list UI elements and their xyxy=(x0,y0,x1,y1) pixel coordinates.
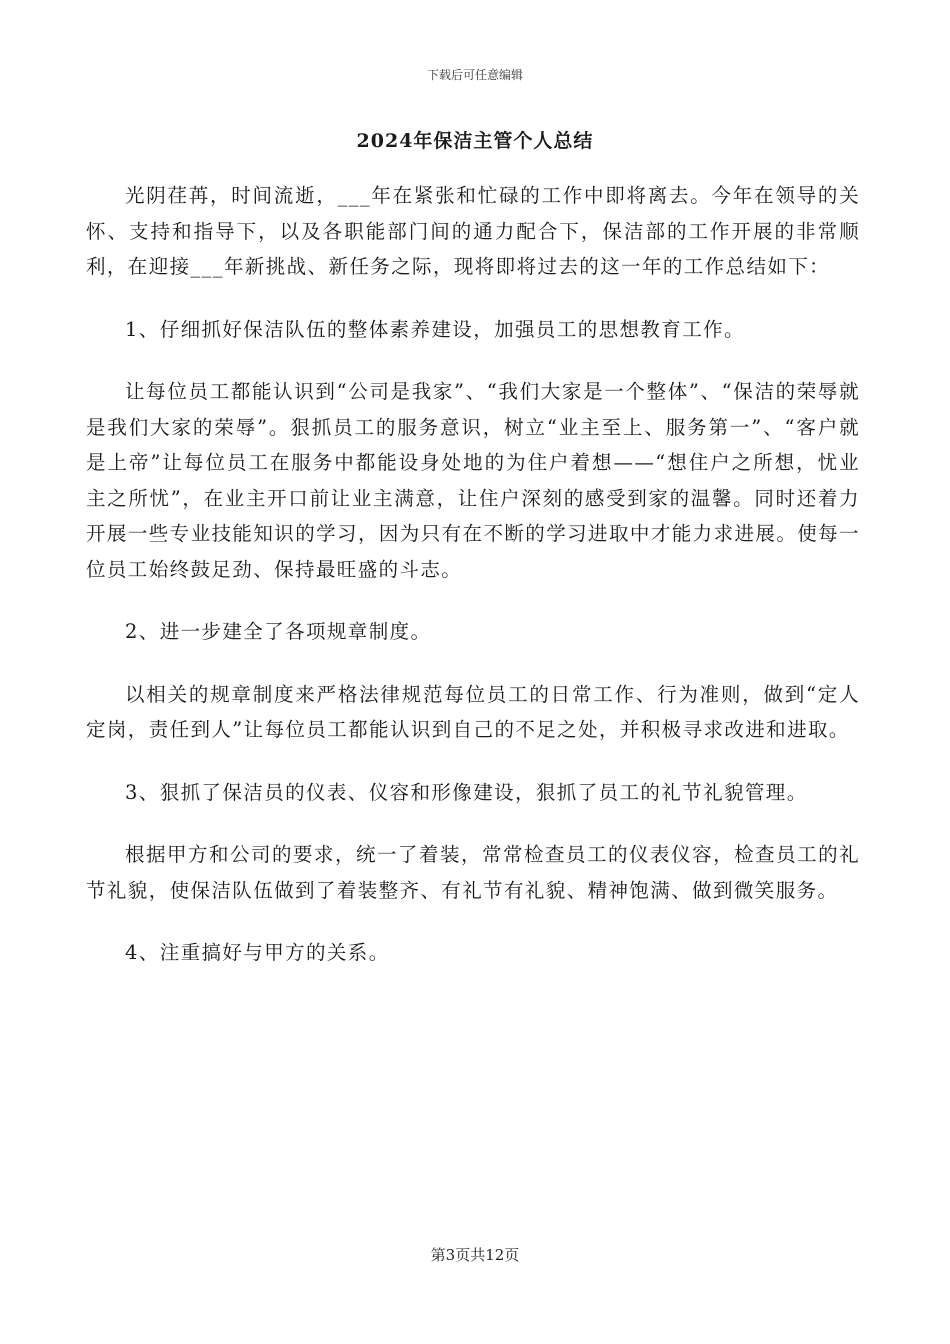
section-heading-2: 2、进一步建全了各项规章制度。 xyxy=(125,620,432,643)
header-note: 下载后可任意编辑 xyxy=(426,68,523,82)
document-body xyxy=(86,178,860,971)
section-heading-1: 1、仔细抓好保洁队伍的整体素养建设，加强员工的思想教育工作。 xyxy=(125,317,745,341)
section-body-3: 根据甲方和公司的要求，统一了着装，常常检查员工的仪表仪容，检查员工的礼节礼貌，使保洁队伍做到了着装整齐、有礼节有礼貌、精神饱满、做到微笑服务。 xyxy=(86,843,860,902)
intro-paragraph: 光阴荏苒，时间流逝，___年在紧张和忙碌的工作中即将离去。今年在领导的关怀、支持和指导下，以及各职能部门间的通力配合下，保洁部的工作开展的非常顺利，在迎接___年新挑战、新任务之际，现将即将过去的这一年的工作总结如下： xyxy=(86,184,860,278)
page-number-footer: 第3页共12页 xyxy=(430,1246,520,1264)
section-heading-3: 3、狠抓了保洁员的仪表、仪容和形像建设，狠抓了员工的礼节礼貌管理。 xyxy=(125,780,808,804)
section-body-2: 以相关的规章制度来严格法律规范每位员工的日常工作、行为准则，做到“定人定岗，责任到人”让每位员工都能认识到自己的不足之处，并积极寻求改进和进取。 xyxy=(86,682,860,741)
section-body-1: 让每位员工都能认识到“公司是我家”、“我们大家是一个整体”、“保洁的荣辱就是我们大家的荣辱”。狠抓员工的服务意识，树立“业主至上、服务第一”、“客户就是上帝”让每位员工在服务中都能设身处地的为住户着想——“想住户之所想，忧业主之所忧”，在业主开口前让业主满意，让住户深刻的感受到家的温馨。同时还着力开展一些专业技能知识的学习，因为只有在不断的学习进取中才能力求进展。使每一位员工始终鼓足劲、保持最旺盛的斗志。 xyxy=(86,380,860,581)
document-title: 2024年保洁主管个人总结 xyxy=(356,130,594,152)
section-heading-4: 4、注重搞好与甲方的关系。 xyxy=(125,941,390,964)
